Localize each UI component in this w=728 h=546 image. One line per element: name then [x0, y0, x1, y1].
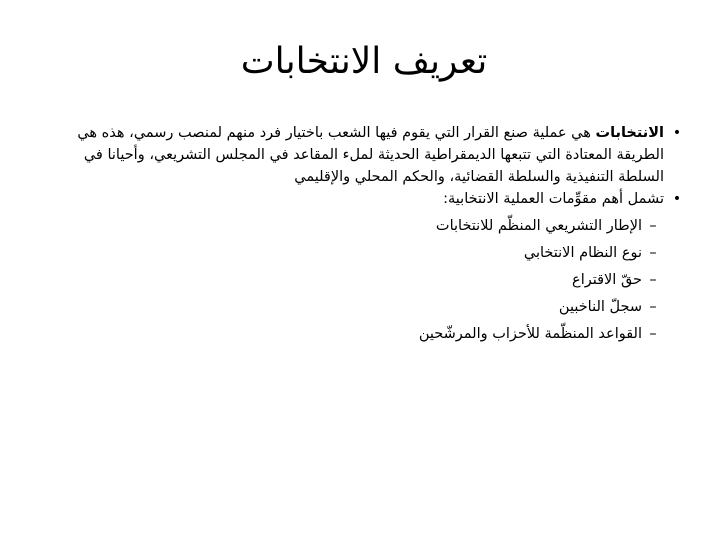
sub-bullet-marker: – [649, 218, 657, 234]
sub-bullet-marker: – [649, 272, 657, 288]
bullet-text: هي عملية صنع القرار التي يقوم فيها الشعب باختيار فرد منهم لمنصب رسمي، هذه هي الطريقة المعتادة التي تتبعها الديمقراطية الحديثة لملء المقاعد في المجلس التشريعي، وأحيانا في السلطة التنفيذية والسلطة القضائية، والحكم المحلي والإقليمي [77, 125, 664, 185]
slide-title: تعريف الانتخابات [240, 41, 488, 82]
sub-item [40, 215, 686, 237]
sub-item [40, 323, 686, 345]
bullet-item-definition [40, 122, 686, 188]
bullet-item-components [40, 188, 686, 210]
slide-body [40, 122, 686, 345]
sub-item-text: نوع النظام الانتخابي [523, 245, 642, 261]
bullet-text: تشمل أهم مقوِّمات العملية الانتخابية: [443, 191, 664, 207]
sub-bullet-marker: – [649, 245, 657, 261]
sub-list [40, 215, 686, 345]
sub-item [40, 269, 686, 291]
sub-item [40, 242, 686, 264]
bold-term: الانتخابات [595, 125, 664, 141]
bullet-marker: • [672, 191, 682, 207]
sub-item-text: حقّ الاقتراع [572, 272, 642, 288]
sub-item-text: الإطار التشريعي المنظّم للانتخابات [435, 218, 642, 234]
sub-bullet-marker: – [649, 326, 657, 342]
sub-item-text: القواعد المنظّمة للأحزاب والمرشّحين [418, 326, 642, 342]
bullet-marker: • [672, 125, 682, 141]
sub-item [40, 296, 686, 318]
sub-bullet-marker: – [649, 299, 657, 315]
sub-item-text: سجلّ الناخبين [558, 299, 642, 315]
